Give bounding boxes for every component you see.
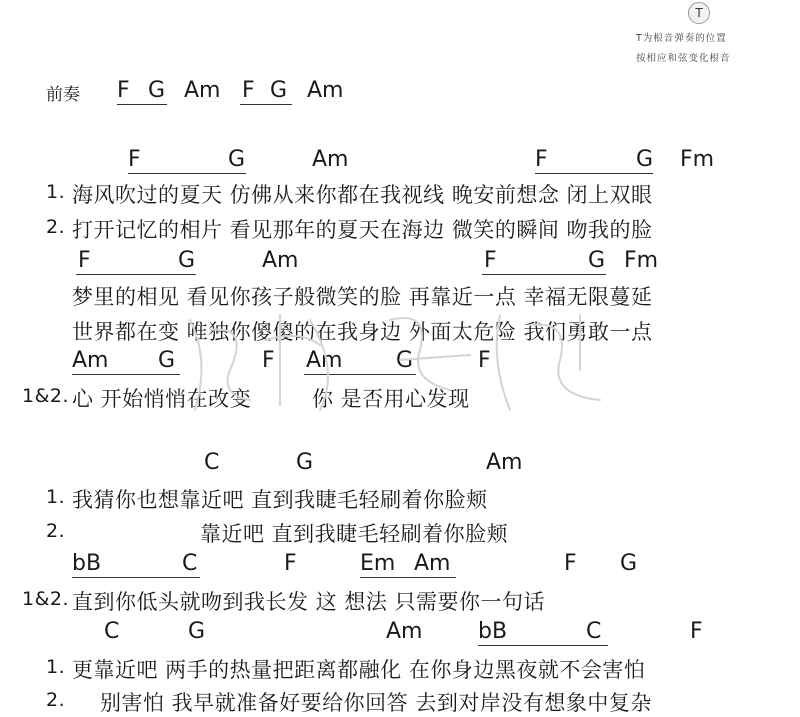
chord-underline [128, 173, 246, 174]
intro-chord: G [148, 78, 166, 103]
verse-number: 1. [46, 486, 66, 508]
chord: G [296, 450, 314, 475]
chord: G [396, 348, 414, 373]
chord-underline [240, 104, 292, 105]
chord-underline [360, 577, 456, 578]
chord: C [586, 619, 602, 644]
chord: Am [72, 348, 109, 373]
chord: F [78, 248, 91, 273]
intro-chord: G [270, 78, 288, 103]
chord: G [588, 248, 606, 273]
lyric-line: 梦里的相见 看见你孩子般微笑的脸 再靠近一点 幸福无限蔓延 [72, 285, 653, 309]
chord: F [484, 248, 497, 273]
chord: F [535, 147, 548, 172]
chord: F [284, 551, 297, 576]
chord: F [478, 348, 491, 373]
chord: F [690, 619, 703, 644]
intro-chord: Am [184, 78, 221, 103]
chord: F [262, 348, 275, 373]
legend-line-2: 按相应和弦变化根音 [636, 53, 731, 64]
chord: Am [312, 147, 349, 172]
chord: F [564, 551, 577, 576]
root-note-icon: T [688, 2, 710, 24]
chord: Am [262, 248, 299, 273]
verse-number: 2. [46, 216, 66, 238]
chord-underline [478, 645, 608, 646]
chord: bB [72, 551, 102, 576]
verse-number: 1. [46, 181, 66, 203]
lyric-line: 打开记忆的相片 看见那年的夏天在海边 微笑的瞬间 吻我的脸 [72, 218, 653, 242]
chord: G [178, 248, 196, 273]
chord-underline [72, 374, 180, 375]
verse-number: 1&2. [22, 385, 70, 407]
lyric-line: 我猜你也想靠近吧 直到我睫毛轻刷着你脸颊 [72, 488, 488, 512]
lyric-line: 世界都在变 唯独你傻傻的在我身边 外面太危险 我们勇敢一点 [72, 320, 653, 344]
chord-underline [72, 577, 200, 578]
chord: C [204, 450, 220, 475]
verse-number: 2. [46, 520, 66, 542]
intro-label: 前奏 [46, 85, 80, 105]
chord: G [620, 551, 638, 576]
watermark-logo [170, 300, 640, 420]
intro-chord: F [117, 78, 130, 103]
chord: C [104, 619, 120, 644]
verse-number: 1. [46, 656, 66, 678]
lyric-line: 心 开始悄悄在改变 [72, 387, 252, 411]
lyric-line: 海风吹过的夏天 仿佛从来你都在我视线 晚安前想念 闭上双眼 [72, 183, 653, 207]
chord: G [636, 147, 654, 172]
verse-number: 1&2. [22, 588, 70, 610]
chord: Em [360, 551, 396, 576]
chord: G [228, 147, 246, 172]
chord: Am [386, 619, 423, 644]
chord: Am [414, 551, 451, 576]
chord: G [158, 348, 176, 373]
chord: F [128, 147, 141, 172]
lyric-line: 直到你低头就吻到我长发 这 想法 只需要你一句话 [72, 590, 546, 614]
chord: Am [486, 450, 523, 475]
lyric-line: 你 是否用心发现 [312, 387, 470, 411]
chord: C [182, 551, 198, 576]
lyric-line: 靠近吧 直到我睫毛轻刷着你脸颊 [200, 522, 509, 546]
chord-underline [482, 274, 606, 275]
chord: Fm [624, 248, 659, 273]
lyric-line: 别害怕 我早就准备好要给你回答 去到对岸没有想象中复杂 [100, 691, 652, 715]
chord: bB [478, 619, 508, 644]
chord: Fm [680, 147, 715, 172]
legend-line-1: T为根音弹奏的位置 [636, 33, 727, 44]
chord-underline [117, 104, 167, 105]
lyric-line: 更靠近吧 两手的热量把距离都融化 在你身边黑夜就不会害怕 [72, 658, 646, 682]
chord-underline [76, 274, 196, 275]
chord: G [188, 619, 206, 644]
chord-underline [535, 173, 653, 174]
chord: Am [306, 348, 343, 373]
verse-number: 2. [46, 689, 66, 711]
intro-chord: Am [307, 78, 344, 103]
intro-chord: F [242, 78, 255, 103]
